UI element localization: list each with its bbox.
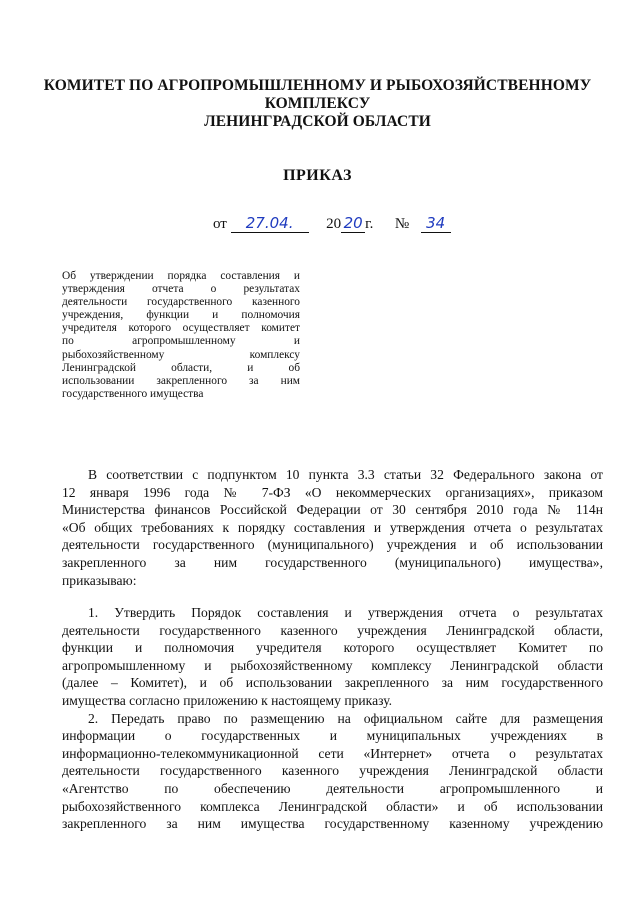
body-line: имущества согласно приложению к настоящему приказу. bbox=[62, 692, 393, 708]
subject-line: учредителя которого осуществляет комитет bbox=[62, 322, 300, 335]
body-line: рыбохозяйственного комплекса Ленинградской области» и об использовании bbox=[62, 798, 603, 814]
body-line: Министерства финансов Российской Федерации от 30 сентября 2010 года № 114н bbox=[62, 502, 603, 518]
subject-line: по агропромышленному и bbox=[62, 335, 300, 348]
year-suffix: г. bbox=[365, 216, 374, 232]
subject-line: учреждения, функции и полномочия bbox=[62, 309, 300, 322]
subject-line: Ленинградской области, и об bbox=[62, 361, 300, 374]
preamble-paragraph bbox=[62, 466, 603, 589]
body-line: 12 января 1996 года № 7-ФЗ «О некоммерческих организациях», приказом bbox=[62, 484, 603, 500]
subject-line: государственного имущества bbox=[62, 387, 204, 400]
subject-line: Об утверждении порядка составления и bbox=[62, 270, 300, 282]
body-line: В соответствии с подпунктом 10 пункта 3.3 статьи 32 Федерального закона от bbox=[88, 467, 603, 482]
order-dateline bbox=[213, 214, 451, 233]
body-line: 2. Передать право по размещению на официальном сайте для размещения bbox=[88, 710, 603, 726]
body-line: информационно-телекоммуникационной сети «Интернет» отчета о результатах bbox=[62, 745, 603, 761]
organization-title bbox=[40, 77, 595, 131]
subject-line: деятельности государственного казенного bbox=[62, 296, 300, 309]
body-line: деятельности государственного казенного учреждения Ленинградской области bbox=[62, 763, 603, 779]
body-line: информации о государственных и муниципальных учреждениях в bbox=[62, 728, 603, 744]
org-title-line: ЛЕНИНГРАДСКОЙ ОБЛАСТИ bbox=[204, 113, 431, 130]
year-prefix: 20 bbox=[326, 216, 342, 232]
subject-line: утверждения отчета о результатах bbox=[62, 283, 300, 296]
document-type-title: ПРИКАЗ bbox=[283, 167, 352, 184]
body-line: закрепленного за ним имущества государственному казенному учреждению bbox=[62, 816, 603, 832]
order-subject bbox=[62, 270, 300, 401]
order-number-handwritten: 34 bbox=[421, 214, 451, 233]
body-line: приказываю: bbox=[62, 572, 137, 588]
body-line: агропромышленному и рыбохозяйственному комплексу Ленинградской области bbox=[62, 657, 603, 673]
org-title-line: КОМПЛЕКСУ bbox=[264, 95, 371, 112]
body-line: деятельности государственного (муниципального) учреждения и об использовании bbox=[62, 537, 603, 553]
body-line: (далее – Комитет), и об использовании закрепленного за ним государственного bbox=[62, 675, 603, 691]
body-line: «Агентство по обеспечению деятельности агропромышленного и bbox=[62, 780, 603, 796]
body-line: деятельности государственного казенного учреждения Ленинградской области, bbox=[62, 622, 603, 638]
body-line: функции и полномочия учредителя которого осуществляет Комитет по bbox=[62, 640, 603, 656]
subject-line: использовании закрепленного за ним bbox=[62, 374, 300, 387]
order-item-1 bbox=[62, 604, 603, 833]
order-date-handwritten: 27.04. bbox=[231, 214, 309, 233]
body-line: закрепленного за ним государственного (муниципального) имущества», bbox=[62, 554, 603, 570]
date-prefix: от bbox=[213, 216, 227, 232]
year-handwritten: 20 bbox=[341, 214, 365, 233]
number-sign: № bbox=[394, 216, 410, 232]
body-line: 1. Утвердить Порядок составления и утверждения отчета о результатах bbox=[88, 605, 603, 620]
subject-line: рыбохозяйственному комплексу bbox=[62, 348, 300, 361]
org-title-line: КОМИТЕТ ПО АГРОПРОМЫШЛЕННОМУ И РЫБОХОЗЯЙСТВЕННОМУ bbox=[43, 77, 592, 94]
body-line: «Об общих требованиях к порядку составления и утверждения отчета о результатах bbox=[62, 519, 603, 535]
